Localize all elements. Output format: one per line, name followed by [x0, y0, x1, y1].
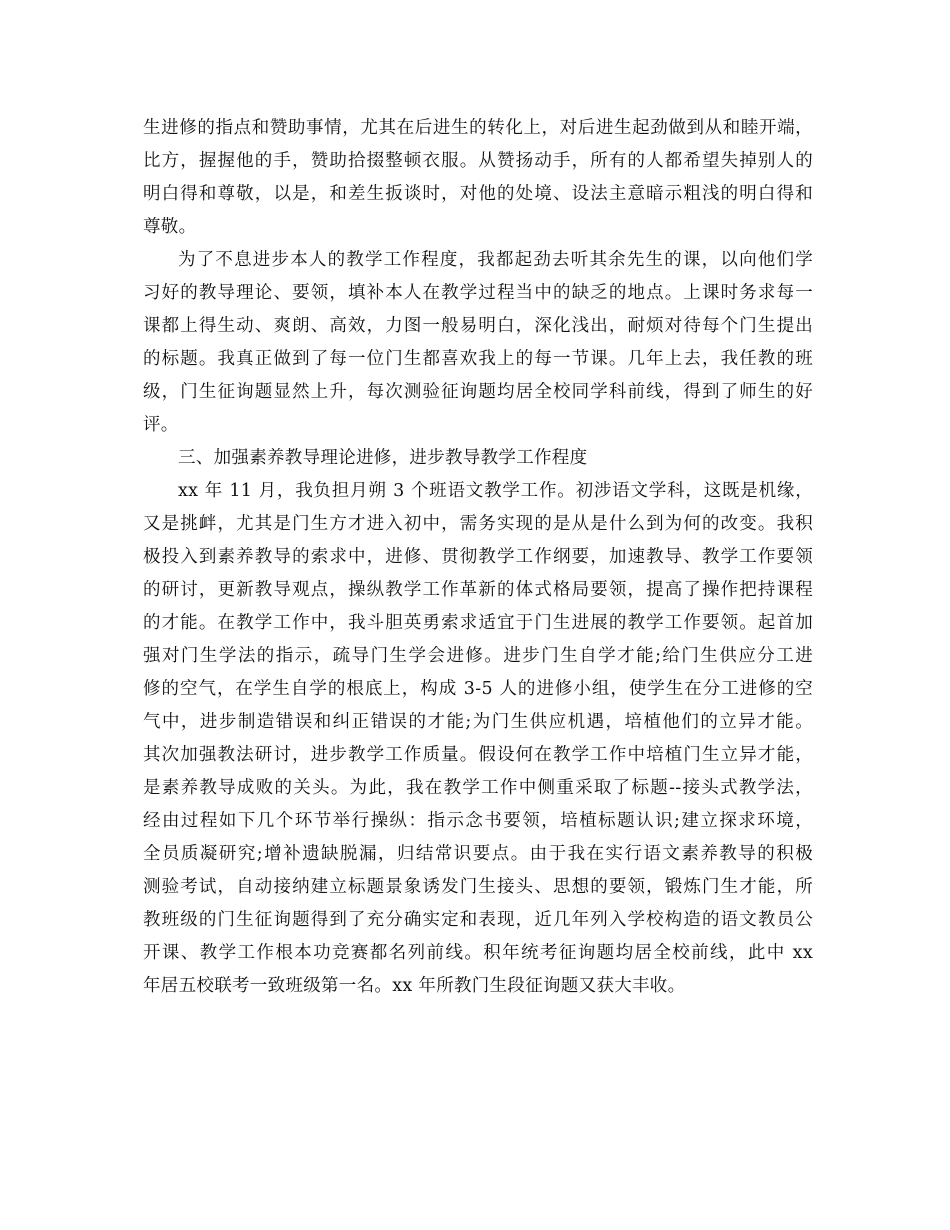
text-line: 级，门生征询题显然上升，每次测验征询题均居全校同学科前线，得到了师生的好 — [143, 382, 813, 402]
text-line: 三、加强素养教导理论进修，进步教导教学工作程度 — [178, 448, 588, 468]
text-line: 是素养教导成败的关头。为此，我在教学工作中侧重采取了标题--接头式教学法， — [143, 778, 813, 798]
document-body — [143, 112, 813, 1003]
text-line: 课都上得生动、爽朗、高效，力图一般易明白，深化浅出，耐烦对待每个门生提出 — [143, 316, 813, 336]
text-line: 又是挑衅，尤其是门生方才进入初中，需务实现的是从是什么到为何的改变。我积 — [143, 514, 813, 534]
text-line: 的研讨，更新教导观点，操纵教学工作革新的体式格局要领，提高了操作把持课程 — [143, 580, 813, 600]
text-line: 明白得和尊敬，以是，和差生扳谈时，对他的处境、设法主意暗示粗浅的明白得和 — [143, 184, 813, 204]
text-line: 全员质凝研究;增补遗缺脱漏，归结常识要点。由于我在实行语文素养教导的积极 — [143, 844, 813, 864]
text-line: xx 年 11 月，我负担月朔 3 个班语文教学工作。初涉语文学科，这既是机缘， — [178, 481, 813, 501]
text-line: 尊敬。 — [143, 217, 197, 237]
text-line: 生进修的指点和赞助事情，尤其在后进生的转化上，对后进生起劲做到从和睦开端， — [143, 118, 813, 138]
text-line: 其次加强教法研讨，进步教学工作质量。假设何在教学工作中培植门生立异才能， — [143, 745, 813, 765]
text-line: 的才能。在教学工作中，我斗胆英勇索求适宜于门生进展的教学工作要领。起首加 — [143, 613, 813, 633]
text-line: 的标题。我真正做到了每一位门生都喜欢我上的每一节课。几年上去，我任教的班 — [143, 349, 813, 369]
text-line: 测验考试，自动接纳建立标题景象诱发门生接头、思想的要领，锻炼门生才能，所 — [143, 877, 813, 897]
text-line: 经由过程如下几个环节举行操纵：指示念书要领，培植标题认识;建立探求环境， — [143, 811, 813, 831]
text-line: 习好的教导理论、要领，填补本人在教学过程当中的缺乏的地点。上课时务求每一 — [143, 283, 813, 303]
text-line: 教班级的门生征询题得到了充分确实定和表现，近几年列入学校构造的语文教员公 — [143, 910, 813, 930]
text-line: 年居五校联考一致班级第一名。xx 年所教门生段征询题又获大丰收。 — [143, 976, 686, 996]
text-line: 气中，进步制造错误和纠正错误的才能;为门生供应机遇，培植他们的立异才能。 — [143, 712, 813, 732]
text-line: 开课、教学工作根本功竞赛都名列前线。积年统考征询题均居全校前线，此中 xx — [143, 943, 813, 963]
text-line: 比方，握握他的手，赞助拾掇整顿衣服。从赞扬动手，所有的人都希望失掉别人的 — [143, 151, 813, 171]
text-line: 极投入到素养教导的索求中，进修、贯彻教学工作纲要，加速教导、教学工作要领 — [143, 547, 813, 567]
text-line: 评。 — [143, 415, 179, 435]
text-line: 强对门生学法的指示，疏导门生学会进修。进步门生自学才能;给门生供应分工进 — [143, 646, 813, 666]
text-line: 修的空气，在学生自学的根底上，构成 3-5 人的进修小组，使学生在分工进修的空 — [143, 679, 813, 699]
text-line: 为了不息进步本人的教学工作程度，我都起劲去听其余先生的课，以向他们学 — [178, 250, 813, 270]
